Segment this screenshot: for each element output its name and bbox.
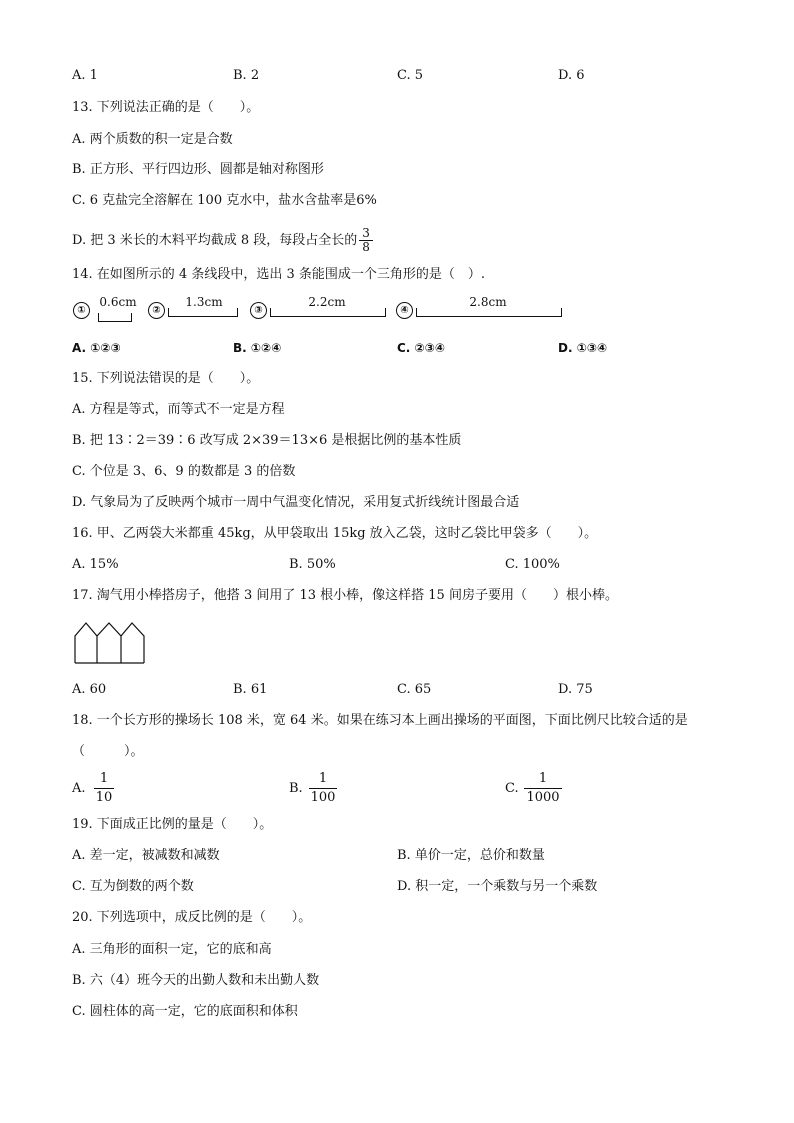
- q14-option-b[interactable]: B. ①②④: [233, 341, 282, 355]
- q18-stem-continued: （ ）。: [72, 744, 144, 759]
- q18-option-c-fraction: [525, 770, 561, 807]
- q16-stem: 16. 甲、乙两袋大米都重 45kg，从甲袋取出 15kg 放入乙袋，这时乙袋比甲袋多（ ）。: [72, 526, 598, 541]
- q13-option-b[interactable]: B. 正方形、平行四边形、圆都是轴对称图形: [72, 162, 324, 177]
- segment-2-label: 1.3cm: [185, 295, 223, 309]
- q17-option-c[interactable]: C. 65: [397, 682, 432, 697]
- segment-2-number: ②: [148, 302, 165, 319]
- q15-option-c[interactable]: C. 个位是 3、6、9 的数都是 3 的倍数: [72, 464, 296, 479]
- q14-stem: 14. 在如图所示的 4 条线段中，选出 3 条能围成一个三角形的是（ ）.: [72, 267, 486, 282]
- segment-3-label: 2.2cm: [308, 295, 346, 309]
- fraction-denominator: 1000: [526, 790, 560, 805]
- segment-3-number: ③: [250, 302, 267, 319]
- q13-option-d-text: D. 把 3 米长的木料平均截成 8 段，每段占全长的: [72, 233, 358, 248]
- q16-option-a[interactable]: A. 15%: [72, 557, 119, 572]
- q18-option-a-label: A.: [72, 781, 86, 796]
- q20-stem: 20. 下列选项中，成反比例的是（ ）。: [72, 910, 312, 925]
- q17-option-a[interactable]: A. 60: [72, 682, 107, 697]
- q14-option-a[interactable]: A. ①②③: [72, 341, 121, 355]
- q12-option-b[interactable]: B. 2: [233, 68, 260, 83]
- q14-option-c[interactable]: C. ②③④: [397, 341, 446, 355]
- fraction-numerator: 1: [318, 771, 328, 786]
- q17-option-b[interactable]: B. 61: [233, 682, 268, 697]
- q18-stem: 18. 一个长方形的操场长 108 米，宽 64 米。如果在练习本上画出操场的平面图，下面比例尺比较合适的是: [72, 713, 688, 728]
- q15-option-d[interactable]: D. 气象局为了反映两个城市一周中气温变化情况，采用复式折线统计图最合适: [72, 495, 520, 510]
- q17-option-d[interactable]: D. 75: [558, 682, 593, 697]
- fraction-denominator: 10: [95, 790, 113, 805]
- segment-1-number: ①: [73, 302, 90, 319]
- q18-option-b-fraction: [309, 770, 337, 807]
- fraction-numerator: 1: [538, 771, 548, 786]
- q13-option-a[interactable]: A. 两个质数的积一定是合数: [72, 132, 233, 147]
- q13-option-d[interactable]: [72, 227, 373, 254]
- segment-1-label: 0.6cm: [99, 295, 137, 309]
- stick-houses-figure: [74, 622, 146, 664]
- q19-option-d[interactable]: D. 积一定，一个乘数与另一个乘数: [397, 879, 598, 894]
- segment-4-label: 2.8cm: [469, 295, 507, 309]
- q13-option-c[interactable]: C. 6 克盐完全溶解在 100 克水中，盐水含盐率是6%: [72, 193, 377, 208]
- q15-stem: 15. 下列说法错误的是（ ）。: [72, 371, 260, 386]
- fraction-denominator: 100: [310, 790, 336, 805]
- q19-stem: 19. 下面成正比例的量是（ ）。: [72, 817, 273, 832]
- q16-option-b[interactable]: B. 50%: [289, 557, 336, 572]
- fraction-numerator: 1: [99, 771, 109, 786]
- segment-2-line: [168, 308, 238, 317]
- q17-stem: 17. 淘气用小棒搭房子，他搭 3 间用了 13 根小棒，像这样搭 15 间房子要用（ ）根小棒。: [72, 588, 618, 603]
- house-3-outline: [121, 623, 144, 663]
- segment-4-number: ④: [396, 302, 413, 319]
- q13-stem: 13. 下列说法正确的是（ ）。: [72, 100, 260, 115]
- q12-option-d[interactable]: D. 6: [558, 68, 585, 83]
- q19-option-b[interactable]: B. 单价一定，总价和数量: [397, 848, 545, 863]
- segment-4-line: [416, 308, 562, 317]
- q19-option-a[interactable]: A. 差一定，被减数和减数: [72, 848, 220, 863]
- segment-3-line: [270, 308, 386, 317]
- q18-option-b-label: B.: [289, 781, 303, 796]
- q20-option-b[interactable]: B. 六（4）班今天的出勤人数和未出勤人数: [72, 973, 320, 988]
- q15-option-b[interactable]: B. 把 13∶2＝39∶6 改写成 2×39＝13×6 是根据比例的基本性质: [72, 433, 462, 448]
- q18-option-c-label: C.: [505, 781, 519, 796]
- q19-option-c[interactable]: C. 互为倒数的两个数: [72, 879, 194, 894]
- q20-option-c[interactable]: C. 圆柱体的高一定，它的底面积和体积: [72, 1004, 298, 1019]
- fraction-numerator: 3: [362, 226, 370, 240]
- q15-option-a[interactable]: A. 方程是等式，而等式不一定是方程: [72, 402, 285, 417]
- q18-option-a-fraction: [93, 770, 115, 807]
- q12-option-c[interactable]: C. 5: [397, 68, 424, 83]
- segment-1-line: [98, 313, 132, 322]
- q20-option-a[interactable]: A. 三角形的面积一定，它的底和高: [72, 942, 272, 957]
- q14-option-d[interactable]: D. ①③④: [558, 341, 608, 355]
- house-1-outline: [75, 623, 97, 663]
- q12-option-a[interactable]: A. 1: [72, 68, 98, 83]
- q16-option-c[interactable]: C. 100%: [505, 557, 560, 572]
- q13-option-d-fraction: [359, 227, 373, 254]
- house-2-outline: [97, 623, 121, 663]
- fraction-denominator: 8: [359, 240, 373, 254]
